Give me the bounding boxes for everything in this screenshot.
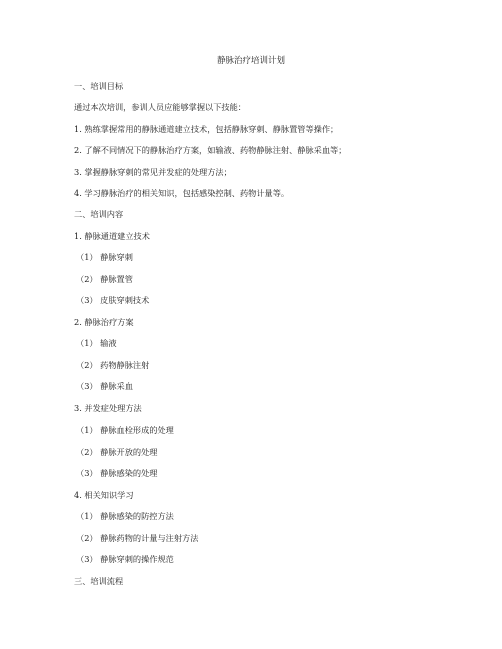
list-item: （3） 皮肤穿刺技术 bbox=[76, 295, 150, 305]
list-item: （1） 静脉血栓形成的处理 bbox=[76, 425, 174, 435]
subsection-heading: 2. 静脉治疗方案 bbox=[74, 317, 134, 327]
paragraph-line: 通过本次培训，参训人员应能够掌握以下技能： bbox=[74, 102, 246, 112]
list-item: （1） 静脉感染的防控方法 bbox=[76, 511, 174, 521]
list-item: （2） 静脉药物的计量与注射方法 bbox=[76, 533, 199, 543]
list-item: （3） 静脉采血 bbox=[76, 381, 133, 391]
subsection-heading: 1. 静脉通道建立技术 bbox=[74, 231, 150, 241]
list-item: （2） 药物静脉注射 bbox=[76, 360, 150, 370]
list-item: （2） 静脉开放的处理 bbox=[76, 447, 158, 457]
subsection-heading: 3. 并发症处理方法 bbox=[74, 403, 142, 413]
list-item: （3） 静脉感染的处理 bbox=[76, 468, 158, 478]
list-item: （1） 输液 bbox=[76, 338, 117, 348]
list-item: 4. 学习静脉治疗的相关知识，包括感染控制、药物计量等。 bbox=[74, 188, 290, 198]
section-heading: 二、培训内容 bbox=[74, 209, 124, 219]
list-item: 3. 掌握静脉穿刺的常见并发症的处理方法； bbox=[74, 167, 232, 177]
section-heading: 三、培训流程 bbox=[74, 576, 124, 586]
document-title: 静脉治疗培训计划 bbox=[216, 56, 285, 66]
list-item: 1. 熟练掌握常用的静脉通道建立技术，包括静脉穿刺、静脉置管等操作； bbox=[74, 124, 339, 134]
section-heading: 一、培训目标 bbox=[74, 81, 124, 91]
list-item: （3） 静脉穿刺的操作规范 bbox=[76, 554, 174, 564]
list-item: （2） 静脉置管 bbox=[76, 274, 133, 284]
subsection-heading: 4. 相关知识学习 bbox=[74, 490, 134, 500]
list-item: （1） 静脉穿刺 bbox=[76, 252, 133, 262]
list-item: 2. 了解不同情况下的静脉治疗方案，如输液、药物静脉注射、静脉采血等； bbox=[74, 145, 347, 155]
